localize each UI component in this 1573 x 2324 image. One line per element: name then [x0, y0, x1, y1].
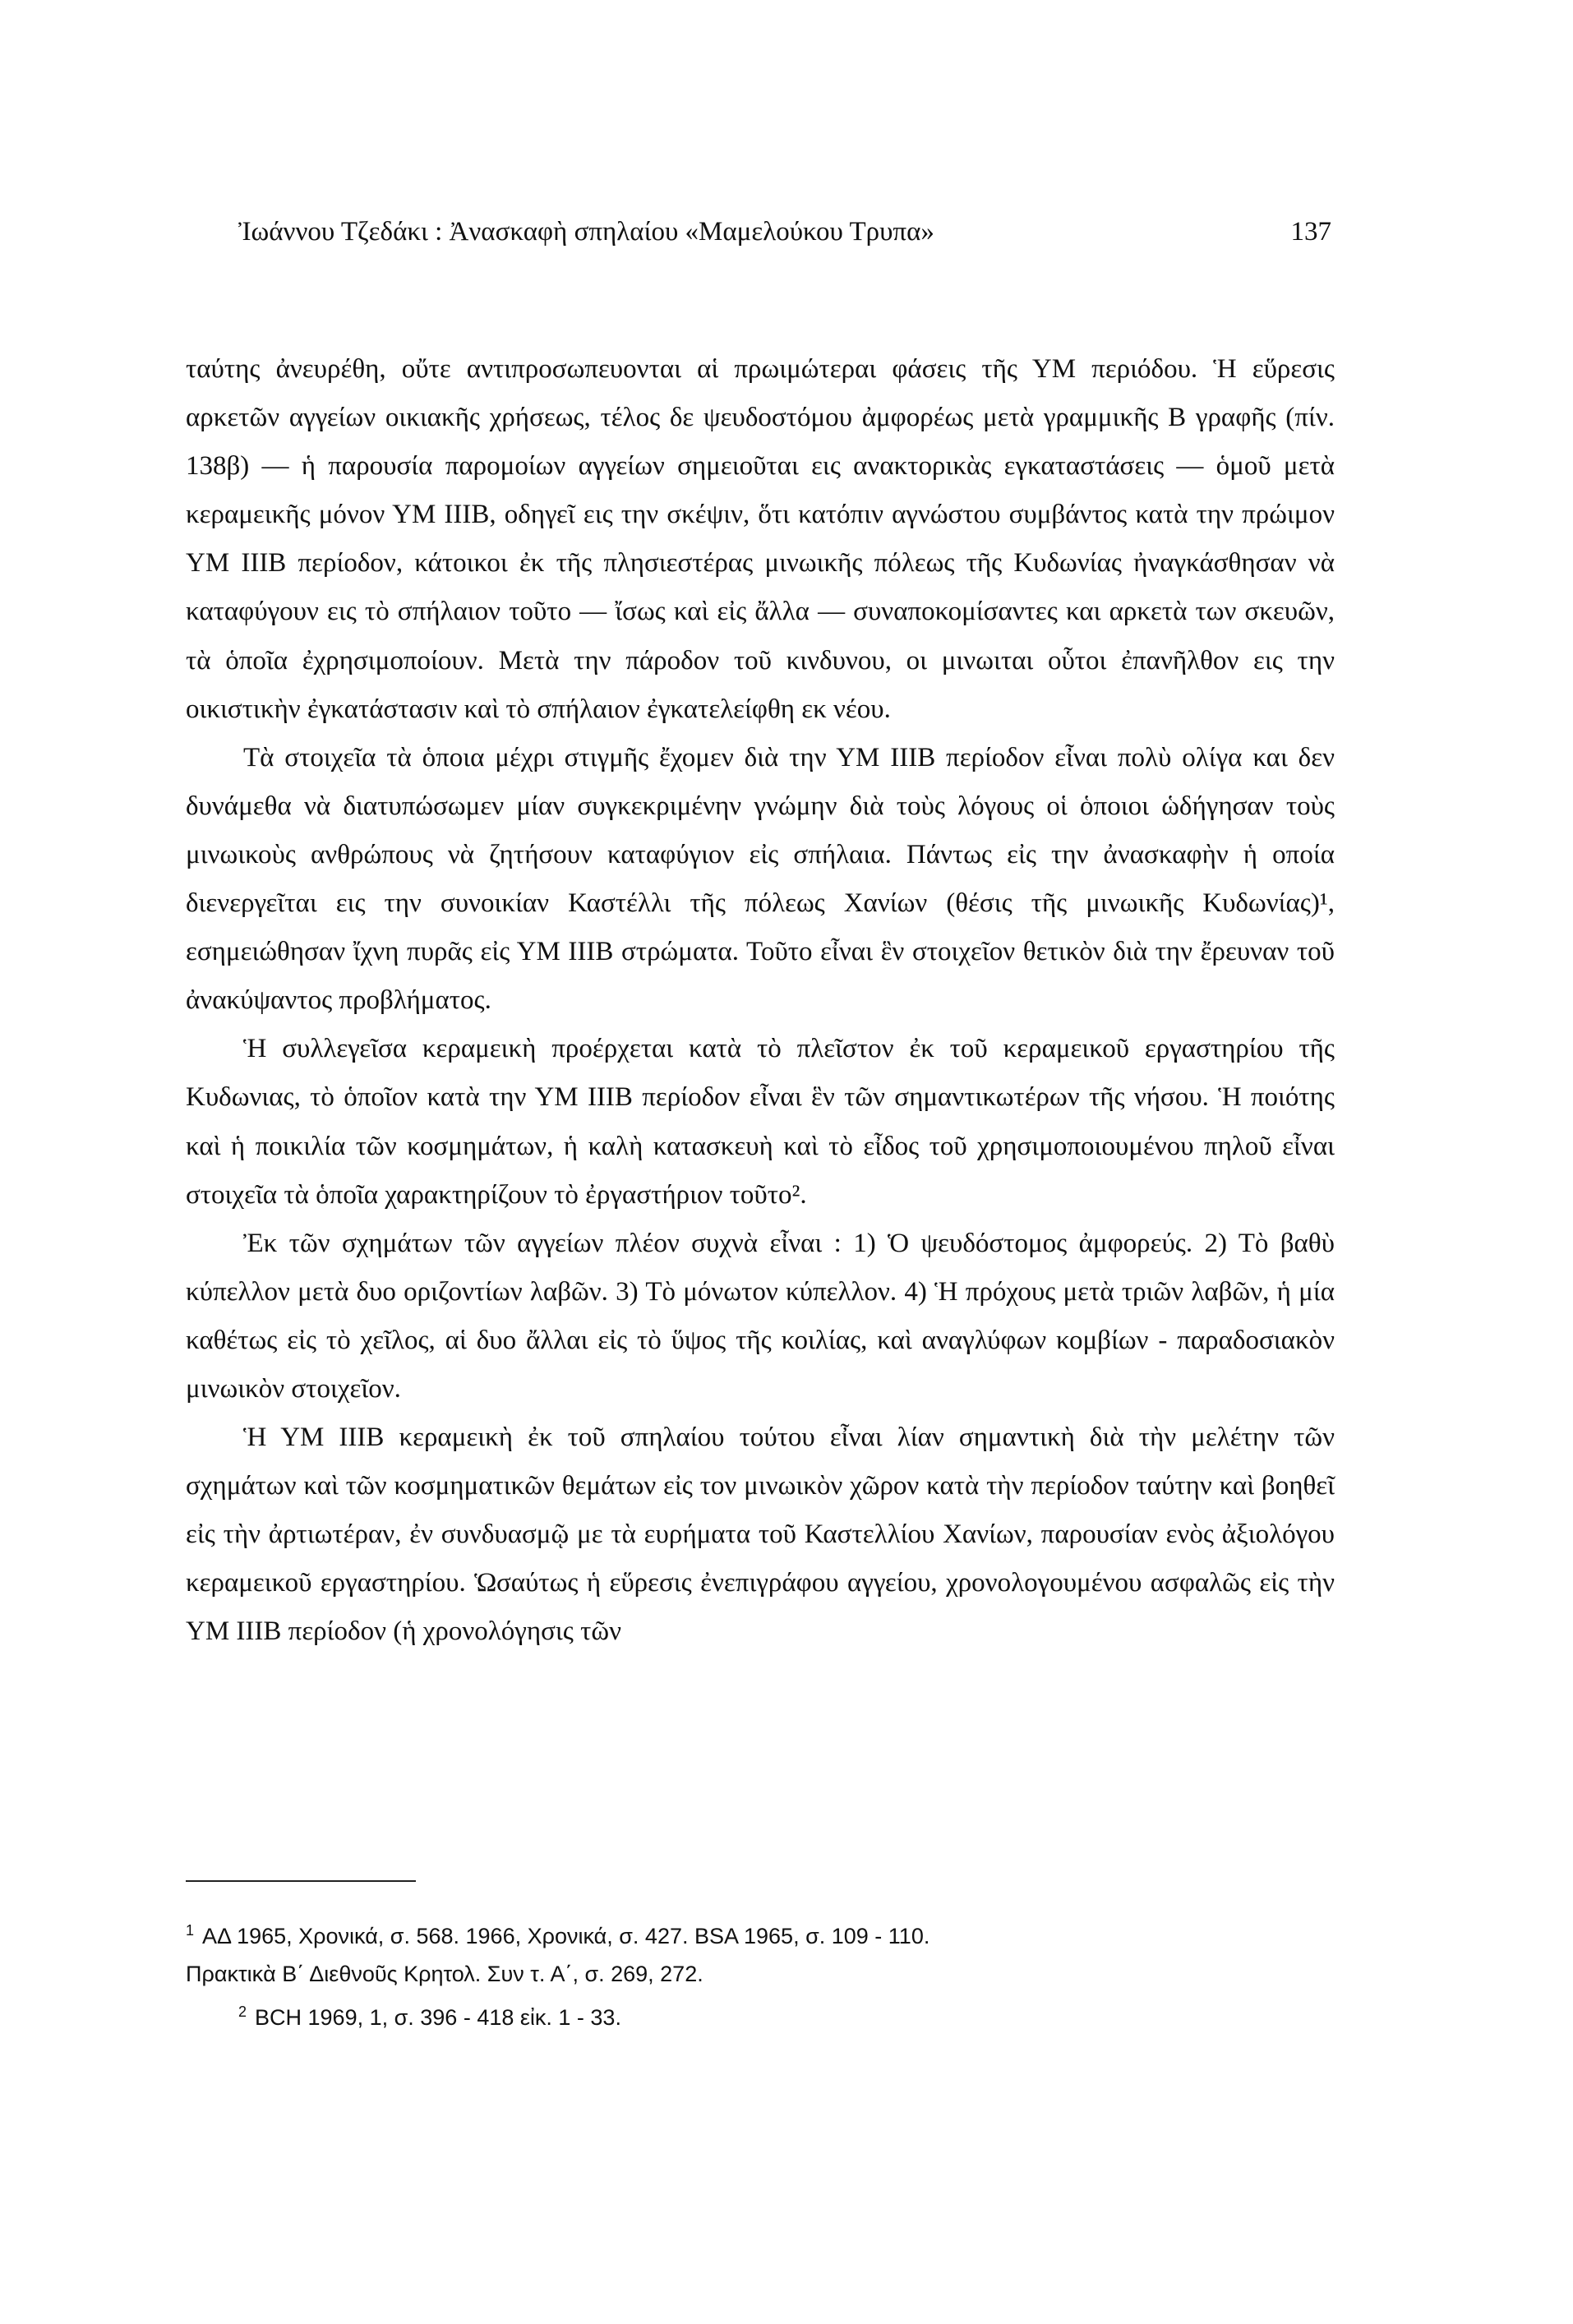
footnote-separator	[186, 1880, 416, 1882]
footnote-marker: 2	[238, 2004, 247, 2020]
footnote	[186, 1993, 1335, 2036]
page-number: 137	[1290, 217, 1331, 247]
footnote-continuation	[186, 1955, 1335, 1993]
running-title: Ἰωάννου Τζεδάκι : Ἀνασκαφὴ σπηλαίου «Μαμελούκου Τρυπα»	[238, 217, 934, 247]
footnotes	[186, 1911, 1335, 2036]
paragraph: ταύτης ἀνευρέθη, οὔτε αντιπροσωπευονται αἱ πρωιμώτεραι φάσεις τῆς ΥΜ περιόδου. Ἡ εὕρεσις αρκετῶν αγγείων οικιακῆς χρήσεως, τέλος δε ψευδοστόμου ἀμφορέως μετὰ γραμμικῆς Β γραφῆς (πίν. 138β) — ἡ παρουσία παρομοίων αγγείων σημειοῦται εις ανακτορικὰς εγκαταστάσεις — ὁμοῦ μετὰ κεραμεικῆς μόνον ΥΜ ΙΙΙΒ, οδηγεῖ εις την σκέψιν, ὅτι κατόπιν αγνώστου συμβάντος κατὰ την πρώιμον ΥΜ ΙΙΙΒ περίοδον, κάτοικοι ἐκ τῆς πλησιεστέρας μινωικῆς πόλεως τῆς Κυδωνίας ἠναγκάσθησαν νὰ καταφύγουν εις τὸ σπήλαιον τοῦτο — ἴσως καὶ εἰς ἄλλα — συναποκομίσαντες και αρκετὰ των σκευῶν, τὰ ὁποῖα ἐχρησιμοποίουν. Μετὰ την πάροδον τοῦ κινδυνου, οι μινωιται οὗτοι ἐπανῆλθον εις την οικιστικὴν ἐγκατάστασιν καὶ τὸ σπήλαιον ἐγκατελείφθη εκ νέου.	[186, 354, 1335, 724]
footnote	[186, 1911, 1335, 1955]
paragraph: Ἐκ τῶν σχημάτων τῶν αγγείων πλέον συχνὰ εἶναι : 1) Ὁ ψευδόστομος ἀμφορεύς. 2) Τὸ βαθὺ κύπελλον μετὰ δυο οριζοντίων λαβῶν. 3) Τὸ μόνωτον κύπελλον. 4) Ἡ πρόχους μετὰ τριῶν λαβῶν, ἡ μία καθέτως εἰς τὸ χεῖλος, αἱ δυο ἄλλαι εἰς τὸ ὕψος τῆς κοιλίας, καὶ αναγλύφων κομβίων - παραδοσιακὸν μινωικὸν στοιχεῖον.	[186, 1228, 1335, 1404]
running-header	[238, 215, 1331, 248]
footnote-text: BCH 1969, 1, σ. 396 - 418 εἰκ. 1 - 33.	[255, 2005, 621, 2030]
footnote-marker: 1	[186, 1922, 195, 1939]
paragraph: Ἡ ΥΜ ΙΙΙΒ κεραμεικὴ ἐκ τοῦ σπηλαίου τούτου εἶναι λίαν σημαντικὴ διὰ τὴν μελέτην τῶν σχημάτων καὶ τῶν κοσμηματικῶν θεμάτων εἰς τον μινωικὸν χῶρον κατὰ τὴν περίοδον ταύτην καὶ βοηθεῖ εἰς τὴν ἀρτιωτέραν, ἐν συνδυασμῷ με τὰ ευρήματα τοῦ Καστελλίου Χανίων, παρουσίαν ενὸς ἀξιολόγου κεραμεικοῦ εργαστηρίου. Ὡσαύτως ἡ εὕρεσις ἐνεπιγράφου αγγείου, χρονολογουμένου ασφαλῶς εἰς τὴν ΥΜ ΙΙΙΒ περίοδον (ἡ χρονολόγησις τῶν	[186, 1423, 1335, 1647]
footnote-text: Πρακτικὰ Β΄ Διεθνοῦς Κρητολ. Συν τ. Α΄, σ. 269, 272.	[186, 1962, 703, 1986]
footnote-text: ΑΔ 1965, Χρονικά, σ. 568. 1966, Χρονικά, σ. 427. BSA 1965, σ. 109 - 110.	[202, 1924, 930, 1948]
paragraph: Ἡ συλλεγεῖσα κεραμεικὴ προέρχεται κατὰ τὸ πλεῖστον ἐκ τοῦ κεραμεικοῦ εργαστηρίου τῆς Κυδωνιας, τὸ ὁποῖον κατὰ την ΥΜ ΙΙΙΒ περίοδον εἶναι ἓν τῶν σημαντικωτέρων τῆς νήσου. Ἡ ποιότης καὶ ἡ ποικιλία τῶν κοσμημάτων, ἡ καλὴ κατασκευὴ καὶ τὸ εἶδος τοῦ χρησιμοποιουμένου πηλοῦ εἶναι στοιχεῖα τὰ ὁποῖα χαρακτηρίζουν τὸ ἐργαστήριον τοῦτο².	[186, 1034, 1335, 1210]
paragraph: Τὰ στοιχεῖα τὰ ὁποια μέχρι στιγμῆς ἔχομεν διὰ την ΥΜ ΙΙΙΒ περίοδον εἶναι πολὺ ολίγα και δεν δυνάμεθα νὰ διατυπώσωμεν μίαν συγκεκριμένην γνώμην διὰ τοὺς λόγους οἱ ὁποιοι ὡδήγησαν τοὺς μινωικοὺς ανθρώπους νὰ ζητήσουν καταφύγιον εἰς σπήλαια. Πάντως εἰς την ἀνασκαφὴν ἡ οποία διενεργεῖται εις την συνοικίαν Καστέλλι τῆς πόλεως Χανίων (θέσις τῆς μινωικῆς Κυδωνίας)¹, εσημειώθησαν ἴχνη πυρᾶς εἰς ΥΜ ΙΙΙΒ στρώματα. Τοῦτο εἶναι ἓν στοιχεῖον θετικὸν διὰ την ἔρευναν τοῦ ἀνακύψαντος προβλήματος.	[186, 742, 1335, 1016]
body-text	[186, 345, 1335, 1657]
